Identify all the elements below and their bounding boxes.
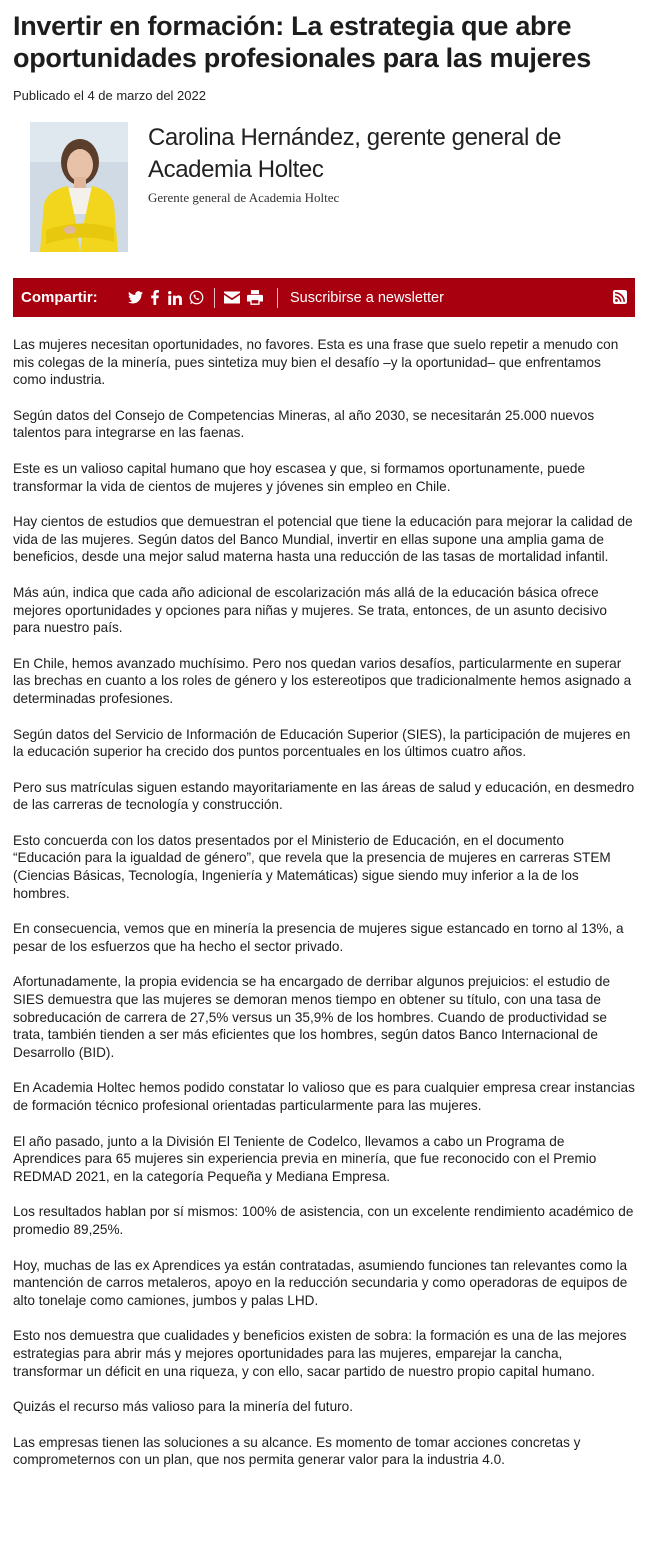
paragraph: En consecuencia, vemos que en minería la presencia de mujeres sigue estancado en torno al 13%, a pesar de los esfuerzos que ha hecho el sector privado. — [13, 921, 624, 954]
paragraph: Las mujeres necesitan oportunidades, no favores. Esta es una frase que suelo repetir a menudo con mis colegas de la minería, pues sintetiza muy bien el desafío –y la oportunidad– que enfrentamos como industria. — [13, 337, 619, 388]
author-portrait-image — [30, 122, 128, 252]
author-block — [13, 122, 635, 254]
rss-icon[interactable] — [613, 290, 627, 309]
divider — [277, 288, 278, 308]
paragraph: Según datos del Consejo de Competencias Mineras, al año 2030, se necesitarán 25.000 nuevos talentos para integrarse en las faenas. — [13, 407, 595, 441]
email-icon[interactable] — [223, 278, 241, 317]
article-body — [13, 336, 635, 1469]
paragraph: Los resultados hablan por sí mismos: 100% de asistencia, con un excelente rendimiento académico de promedio 89,25%. — [13, 1204, 634, 1237]
print-icon[interactable] — [241, 278, 269, 317]
author-role: Gerente general de Academia Holtec — [148, 190, 340, 205]
divider — [214, 288, 215, 308]
article — [13, 0, 635, 1487]
author-photo — [30, 122, 128, 252]
share-bar — [13, 278, 635, 317]
author-name: Carolina Hernández, gerente general de Academia Holtec — [148, 124, 562, 183]
paragraph: Más aún, indica que cada año adicional de escolarización más allá de la educación básica ofrece mejores oportunidades y opciones para niñas y mujeres. Se trata, entonces, de un asunto decisivo para nuestro país. — [13, 584, 607, 636]
paragraph: Las empresas tienen las soluciones a su alcance. Es momento de tomar acciones concretas y comprometernos con un plan, que nos permita generar valor para la industria 4.0. — [13, 1434, 581, 1468]
paragraph: Afortunadamente, la propia evidencia se ha encargado de derribar algunos prejuicios: el estudio de SIES demuestra que las mujeres se demoran menos tiempo en obtener su título, con una tasa de sobreducación de carrera de 27,5% versus un 35,9% de los hombres. Cuando de productividad se trata, también tienden a ser más eficientes que los hombres, según datos Banco Internacional de Desarrollo (BID). — [13, 974, 611, 1060]
newsletter-link[interactable]: Suscribirse a newsletter — [290, 289, 444, 306]
paragraph: En Chile, hemos avanzado muchísimo. Pero nos quedan varios desafíos, particularmente en superar las brechas en cuanto a los roles de género y los estereotipos que tradicionalmente hemos asignado a determinadas profesiones. — [13, 655, 632, 706]
article-title: Invertir en formación: La estrategia que abre oportunidades profesionales para las mujeres — [13, 11, 591, 73]
paragraph: Esto nos demuestra que cualidades y beneficios existen de sobra: la formación es una de las mejores estrategias para abrir más y mejores oportunidades para las mujeres, emparejar la cancha, transformar un déficit en una riqueza, y con ello, sacar partido de nuestro propio capital humano. — [13, 1328, 627, 1379]
paragraph: En Academia Holtec hemos podido constatar lo valioso que es para cualquier empresa crear instancias de formación técnico profesional orientadas particularmente para las mujeres. — [13, 1080, 635, 1113]
paragraph: Pero sus matrículas siguen estando mayoritariamente en las áreas de salud y educación, en desmedro de las carreras de tecnología y construcción. — [13, 779, 635, 813]
paragraph: Quizás el recurso más valioso para la minería del futuro. — [13, 1399, 353, 1415]
paragraph: Esto concuerda con los datos presentados por el Ministerio de Educación, en el documento “Educación para la igualdad de género”, que revela que la presencia de mujeres en carreras STEM (Ciencias Básicas, Tecnología, Ingeniería y Matemáticas) sigue siendo muy inferior a la de los hombres. — [13, 832, 611, 901]
twitter-icon[interactable] — [124, 278, 146, 317]
facebook-icon[interactable] — [146, 278, 164, 317]
paragraph: El año pasado, junto a la División El Teniente de Codelco, llevamos a cabo un Programa de Aprendices para 65 mujeres sin experiencia previa en minería, que fue reconocido con el Premio REDMAD 2021, en la categoría Pequeña y Mediana Empresa. — [13, 1133, 597, 1184]
paragraph: Hay cientos de estudios que demuestran el potencial que tiene la educación para mejorar la calidad de vida de las mujeres. Según datos del Banco Mundial, invertir en ellas supone una amplia gama de beneficios, desde una mejor salud materna hasta una reducción de las tasas de mortalidad infantil. — [13, 514, 633, 565]
publish-date: Publicado el 4 de marzo del 2022 — [13, 88, 206, 103]
paragraph: Hoy, muchas de las ex Aprendices ya están contratadas, asumiendo funciones tan relevantes como la mantención de carros metaleros, apoyo en la reducción secundaria y como operadoras de equipos de alto tonelaje como camiones, jumbos y palas LHD. — [13, 1257, 628, 1308]
whatsapp-icon[interactable] — [186, 278, 206, 317]
share-label: Compartir: — [21, 289, 98, 306]
linkedin-icon[interactable] — [164, 278, 186, 317]
paragraph: Este es un valioso capital humano que hoy escasea y que, si formamos oportunamente, puede transformar la vida de cientos de mujeres y jóvenes sin empleo en Chile. — [13, 460, 586, 494]
paragraph: Según datos del Servicio de Información de Educación Superior (SIES), la participación de mujeres en la educación superior ha crecido dos puntos porcentuales en los últimos cuatro años. — [13, 726, 631, 760]
